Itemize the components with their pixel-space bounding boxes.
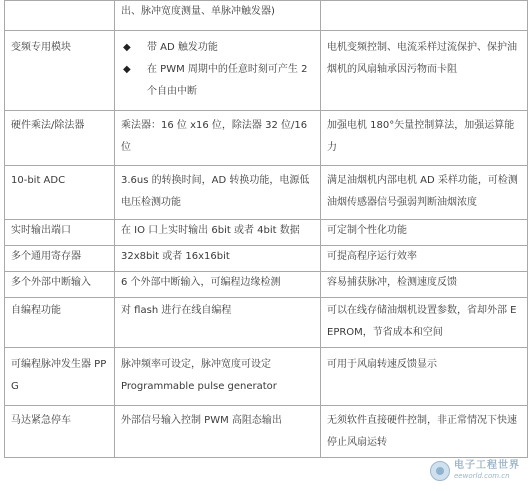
site-logo-icon bbox=[430, 461, 450, 481]
table-row bbox=[5, 348, 528, 406]
feature-cell: 硬件乘法/除法器 bbox=[5, 111, 115, 166]
feature-cell: 10-bit ADC bbox=[5, 166, 115, 220]
description-line: Programmable pulse generator bbox=[121, 381, 277, 392]
table-row bbox=[5, 298, 528, 348]
list-item bbox=[121, 59, 314, 103]
application-cell: 电机变频控制、电流采样过流保护、保护油烟机的风扇轴承因污物而卡阻 bbox=[321, 31, 528, 111]
application-cell: 满足油烟机内部电机 AD 采样功能，可检测油烟传感器信号强弱判断油烟浓度 bbox=[321, 166, 528, 220]
table-row bbox=[5, 31, 528, 111]
feature-cell: 多个通用寄存器 bbox=[5, 246, 115, 272]
diamond-bullet-icon: ◆ bbox=[123, 64, 131, 75]
feature-cell: 可编程脉冲发生器 PPG bbox=[5, 348, 115, 406]
description-cell bbox=[115, 348, 321, 406]
feature-cell: 自编程功能 bbox=[5, 298, 115, 348]
list-item bbox=[121, 37, 314, 59]
table-row bbox=[5, 166, 528, 220]
table-row bbox=[5, 1, 528, 31]
spec-table-body bbox=[5, 1, 528, 458]
table-row bbox=[5, 406, 528, 458]
description-line: 脉冲频率可设定，脉冲宽度可设定 bbox=[121, 359, 271, 370]
description-cell: 外部信号输入控制 PWM 高阻态输出 bbox=[115, 406, 321, 458]
application-cell: 无须软件直接硬件控制，非正常情况下快速停止风扇运转 bbox=[321, 406, 528, 458]
diamond-bullet-icon: ◆ bbox=[123, 42, 131, 53]
feature-cell: 马达紧急停车 bbox=[5, 406, 115, 458]
watermark bbox=[430, 459, 526, 483]
description-cell: 乘法器：16 位 x16 位，除法器 32 位/16 位 bbox=[115, 111, 321, 166]
feature-cell bbox=[5, 1, 115, 31]
bullet-text: 在 PWM 周期中的任意时刻可产生 2 个自由中断 bbox=[147, 64, 308, 97]
application-cell: 可提高程序运行效率 bbox=[321, 246, 528, 272]
application-cell: 可以在线存储油烟机设置参数，省却外部 EEPROM，节省成本和空间 bbox=[321, 298, 528, 348]
table-row bbox=[5, 220, 528, 246]
table-row bbox=[5, 111, 528, 166]
description-cell: 在 IO 口上实时输出 6bit 或者 4bit 数据 bbox=[115, 220, 321, 246]
bullet-list bbox=[121, 37, 314, 103]
application-cell: 容易捕获脉冲，检测速度反馈 bbox=[321, 272, 528, 298]
description-cell: 6 个外部中断输入，可编程边缘检测 bbox=[115, 272, 321, 298]
feature-cell: 多个外部中断输入 bbox=[5, 272, 115, 298]
watermark-url: eeworld.com.cn bbox=[454, 472, 510, 480]
watermark-cn: 电子工程世界 bbox=[454, 460, 520, 471]
application-cell: 可定制个性化功能 bbox=[321, 220, 528, 246]
application-cell: 加强电机 180°矢量控制算法，加强运算能力 bbox=[321, 111, 528, 166]
watermark-text bbox=[454, 460, 520, 482]
description-cell: 32x8bit 或者 16x16bit bbox=[115, 246, 321, 272]
table-row bbox=[5, 246, 528, 272]
description-cell bbox=[115, 31, 321, 111]
description-cell: 3.6us 的转换时间，AD 转换功能，电源低电压检测功能 bbox=[115, 166, 321, 220]
table-row bbox=[5, 272, 528, 298]
description-cell: 出、脉冲宽度测量、单脉冲触发器) bbox=[115, 1, 321, 31]
feature-cell: 变频专用模块 bbox=[5, 31, 115, 111]
spec-table bbox=[4, 0, 528, 458]
application-cell: 可用于风扇转速反馈显示 bbox=[321, 348, 528, 406]
feature-cell: 实时输出端口 bbox=[5, 220, 115, 246]
application-cell bbox=[321, 1, 528, 31]
bullet-text: 带 AD 触发功能 bbox=[147, 42, 218, 53]
description-cell: 对 flash 进行在线自编程 bbox=[115, 298, 321, 348]
